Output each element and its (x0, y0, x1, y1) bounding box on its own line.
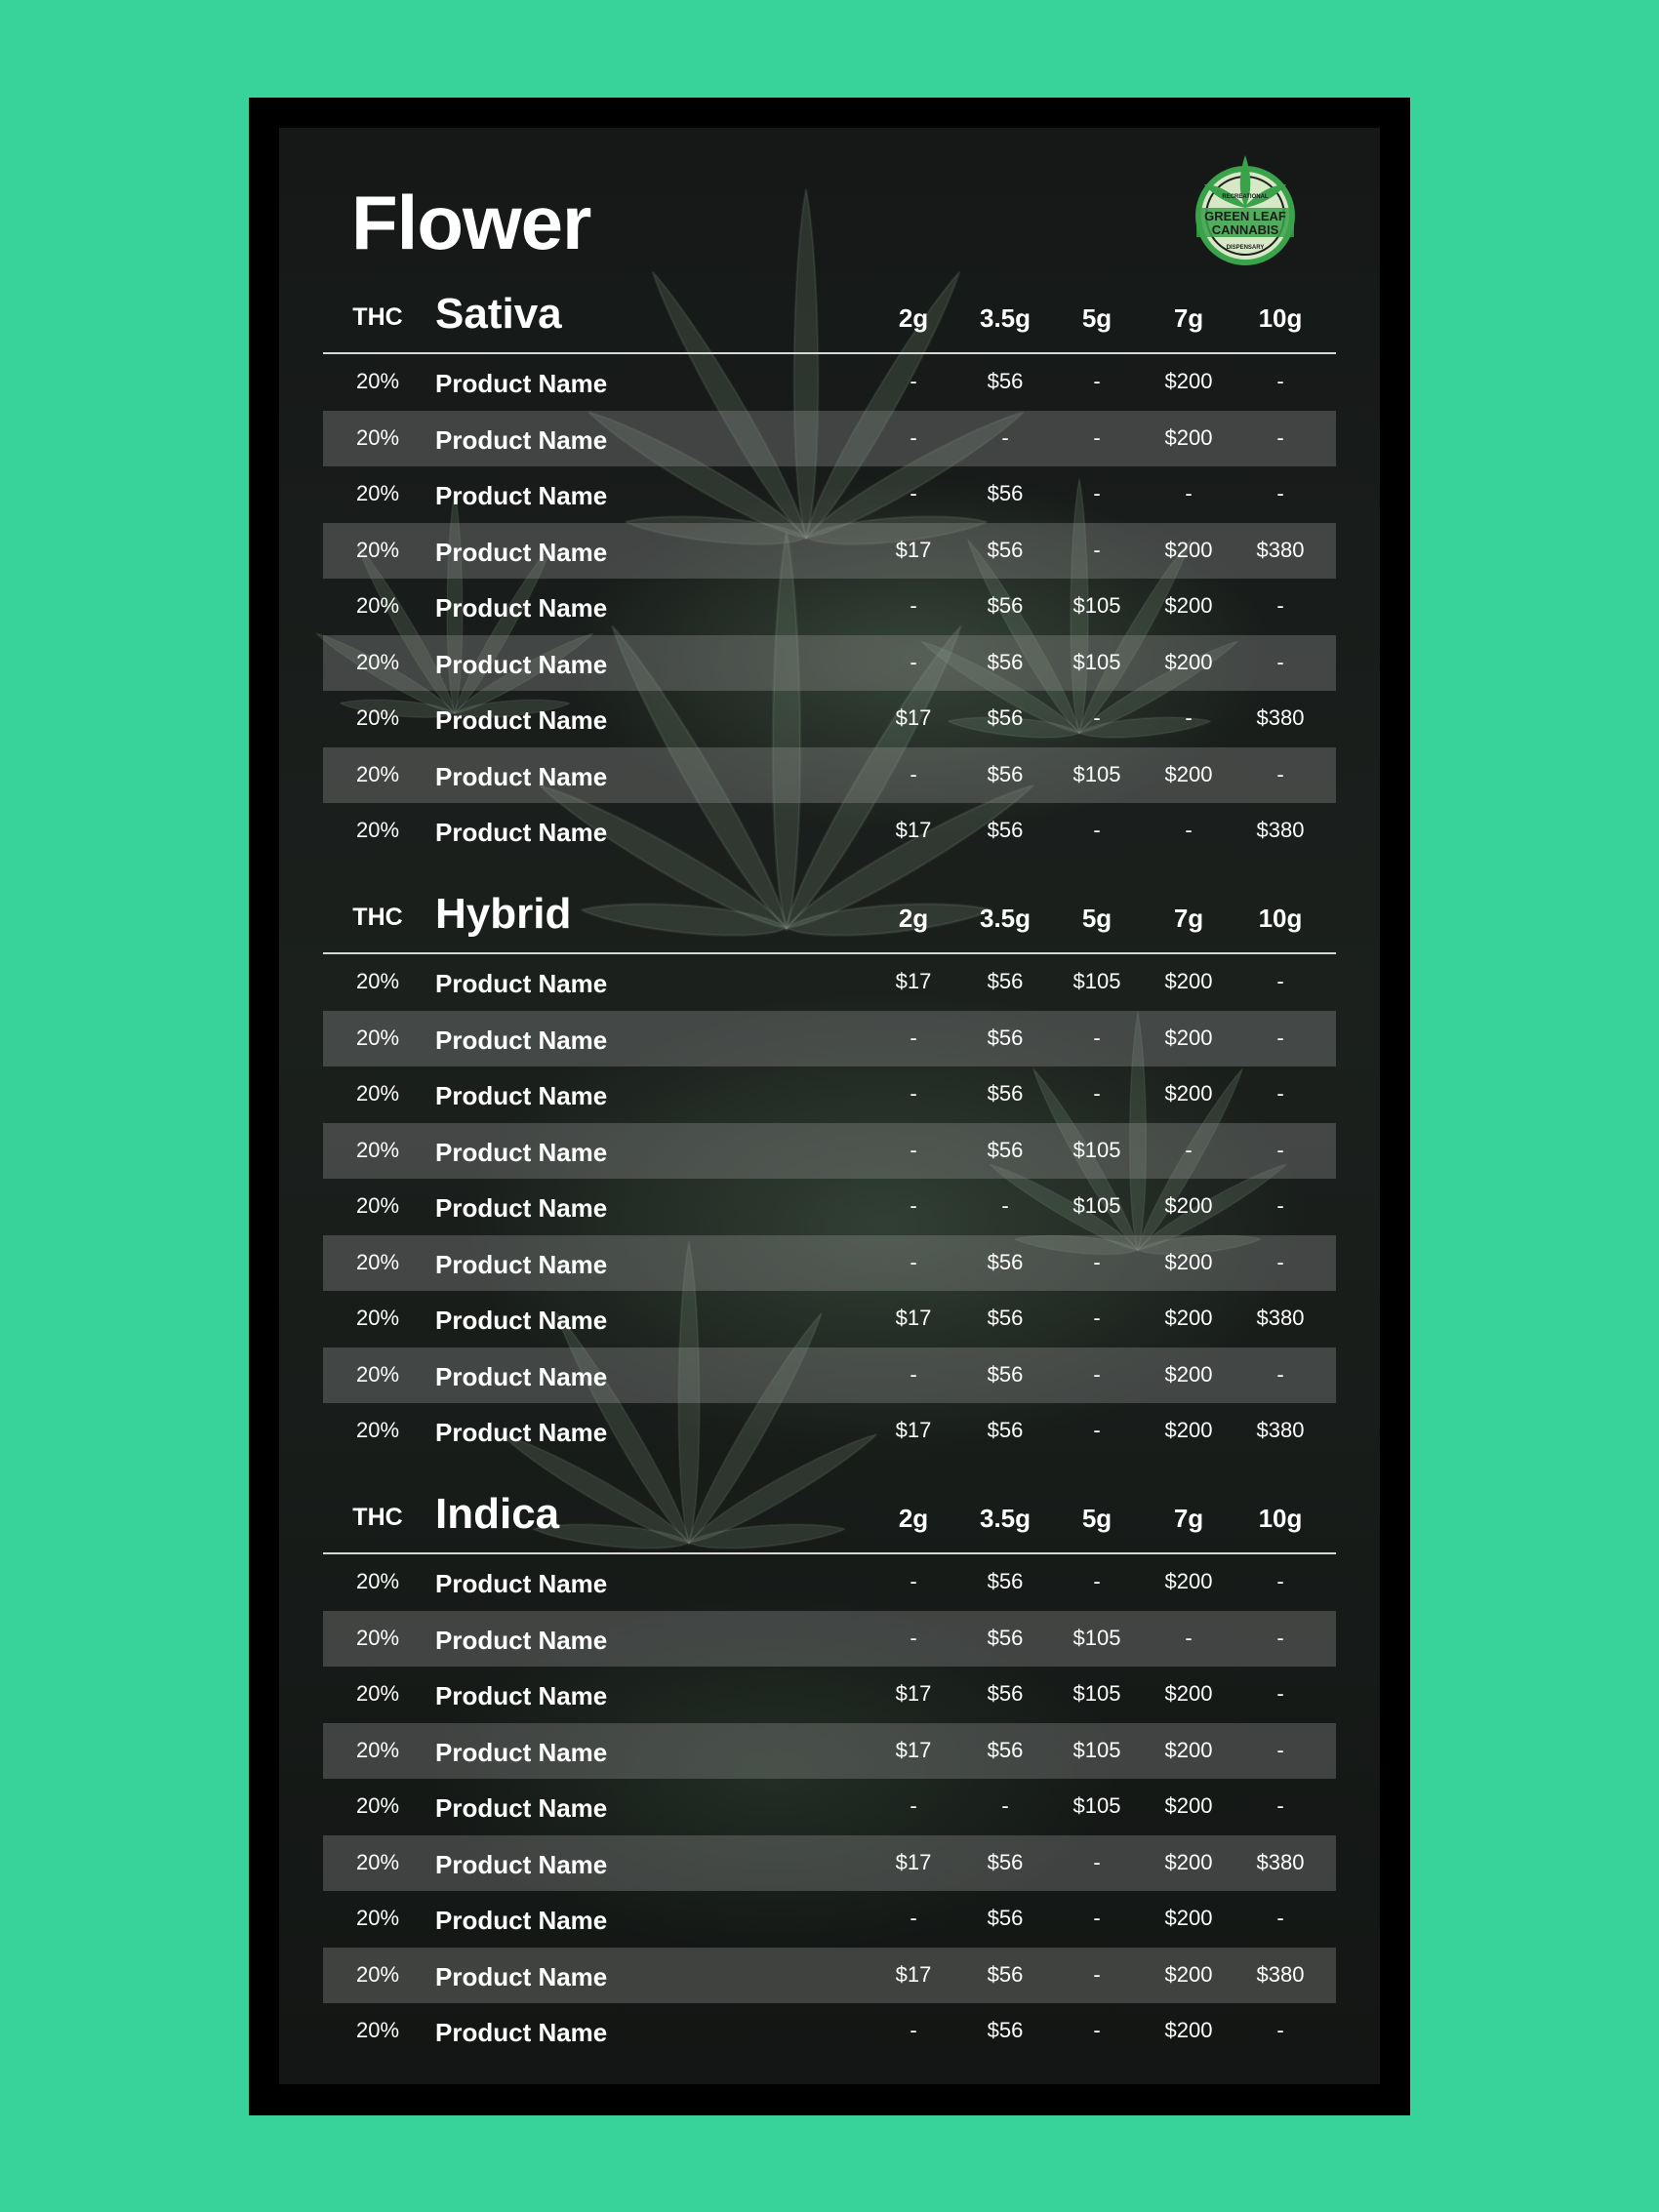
price-cell: - (1276, 1793, 1284, 1818)
product-name: Product Name (435, 1681, 608, 1710)
price-cell: $200 (1164, 537, 1213, 562)
price-cell: $200 (1164, 1249, 1213, 1274)
price-cell: - (910, 2018, 917, 2042)
product-row (323, 1011, 1336, 1067)
price-cell: $17 (895, 537, 932, 562)
weight-column-header: 5g (1081, 1504, 1113, 1533)
product-name: Product Name (435, 705, 608, 735)
price-cell: - (910, 481, 917, 505)
product-row (323, 1611, 1336, 1668)
thc-column-header: THC (352, 303, 403, 331)
thc-percentage: 20% (355, 593, 400, 618)
price-cell: $380 (1256, 818, 1305, 842)
product-name: Product Name (435, 1793, 608, 1823)
price-cell: - (1093, 424, 1101, 450)
price-cell: - (1093, 1849, 1101, 1874)
price-cell: $17 (895, 1849, 932, 1874)
product-row (323, 1347, 1336, 1404)
price-cell: - (1093, 1081, 1101, 1106)
price-cell: - (1276, 1906, 1284, 1930)
price-cell: - (1276, 481, 1284, 505)
price-cell: - (1093, 2018, 1101, 2042)
product-row (323, 411, 1336, 467)
price-cell: $17 (895, 818, 932, 842)
price-cell: $380 (1256, 1418, 1305, 1442)
price-cell: - (910, 1249, 917, 1274)
weight-column-header: 3.5g (979, 1504, 1032, 1533)
section-title: Sativa (435, 290, 562, 338)
price-cell: $105 (1072, 1625, 1121, 1650)
price-cell: $105 (1072, 1793, 1121, 1818)
price-cell: $105 (1072, 649, 1121, 674)
product-name: Product Name (435, 1849, 608, 1879)
logo-text-arc-top: RECREATIONAL (1222, 194, 1269, 200)
weight-column-header: 7g (1173, 904, 1204, 933)
price-cell: $200 (1164, 761, 1213, 786)
price-cell: $200 (1164, 1025, 1213, 1050)
product-row (323, 1235, 1336, 1292)
thc-percentage: 20% (355, 1569, 400, 1593)
product-name: Product Name (435, 1081, 608, 1110)
product-name: Product Name (435, 1249, 608, 1279)
product-name: Product Name (435, 1193, 608, 1223)
section-sativa (323, 282, 1336, 860)
green-leaf-cannabis-logo (1187, 151, 1304, 268)
weight-column-header: 5g (1081, 904, 1113, 933)
price-cell: $200 (1164, 1793, 1213, 1818)
product-name: Product Name (435, 969, 608, 998)
price-cell: $56 (987, 1961, 1024, 1987)
thc-percentage: 20% (355, 1681, 400, 1706)
logo-text-arc-bottom: DISPENSARY (1226, 245, 1265, 251)
logo-text-line1: GREEN LEAF (1204, 209, 1286, 223)
price-cell: $200 (1164, 1906, 1213, 1930)
price-cell: $105 (1072, 1737, 1121, 1762)
price-cell: $56 (987, 1569, 1024, 1593)
thc-percentage: 20% (355, 1137, 400, 1162)
price-cell: $56 (987, 1418, 1024, 1442)
weight-column-header: 3.5g (979, 303, 1032, 333)
section-header (323, 1482, 1336, 1554)
product-row (323, 1723, 1336, 1780)
weight-column-header: 10g (1258, 904, 1303, 933)
thc-percentage: 20% (355, 1193, 400, 1218)
price-cell: - (1001, 1193, 1009, 1218)
thc-percentage: 20% (355, 369, 400, 393)
price-cell: - (1276, 1681, 1284, 1706)
product-name: Product Name (435, 1906, 608, 1935)
price-cell: $105 (1072, 593, 1121, 618)
price-cell: $200 (1164, 593, 1213, 618)
weight-column-header: 10g (1258, 303, 1303, 333)
product-name: Product Name (435, 593, 608, 623)
product-row (323, 1123, 1336, 1180)
price-cell: $56 (987, 761, 1024, 786)
section-hybrid (323, 882, 1336, 1460)
price-cell: - (1276, 1137, 1284, 1162)
product-row (323, 1179, 1336, 1235)
price-cell: $56 (987, 1906, 1024, 1930)
price-cell: $380 (1256, 1306, 1305, 1330)
menu-board (279, 128, 1380, 2084)
price-cell: $56 (987, 1137, 1024, 1162)
thc-percentage: 20% (355, 537, 400, 562)
price-cell: - (1093, 1569, 1101, 1593)
section-header (323, 282, 1336, 354)
price-cell: - (1276, 1025, 1284, 1050)
section-indica (323, 1482, 1336, 2060)
section-header (323, 882, 1336, 954)
price-cell: - (1276, 969, 1284, 993)
price-cell: - (1276, 1081, 1284, 1106)
weight-column-header: 5g (1081, 303, 1113, 333)
product-name: Product Name (435, 2018, 608, 2047)
product-row (323, 635, 1336, 692)
thc-percentage: 20% (355, 818, 400, 842)
product-name: Product Name (435, 537, 608, 567)
price-cell: $56 (987, 705, 1024, 730)
price-cell: - (1093, 1306, 1101, 1330)
price-cell: - (1276, 1361, 1284, 1387)
thc-column-header: THC (352, 904, 403, 931)
weight-column-header: 2g (898, 904, 929, 933)
price-cell: - (1276, 2018, 1284, 2042)
price-cell: - (1276, 761, 1284, 786)
price-cell: $56 (987, 1625, 1024, 1650)
price-cell: $105 (1072, 761, 1121, 786)
price-cell: - (910, 424, 917, 450)
price-cell: - (910, 1569, 917, 1593)
section-title: Indica (435, 1490, 560, 1538)
page-title: Flower (351, 180, 591, 265)
price-cell: - (1276, 1625, 1284, 1650)
price-cell: - (910, 761, 917, 786)
price-cell: - (910, 369, 917, 393)
thc-percentage: 20% (355, 1361, 400, 1387)
product-name: Product Name (435, 369, 608, 398)
thc-percentage: 20% (355, 1849, 400, 1874)
price-cell: $380 (1256, 1961, 1305, 1987)
thc-percentage: 20% (355, 1737, 400, 1762)
product-name: Product Name (435, 761, 608, 791)
price-cell: $17 (895, 1737, 932, 1762)
price-cell: $200 (1164, 1681, 1213, 1706)
thc-percentage: 20% (355, 969, 400, 993)
price-cell: $56 (987, 369, 1024, 393)
price-cell: - (1093, 369, 1101, 393)
price-cell: - (910, 1193, 917, 1218)
product-name: Product Name (435, 1418, 608, 1447)
price-cell: $17 (895, 705, 932, 730)
price-cell: - (1276, 369, 1284, 393)
weight-column-header: 10g (1258, 1504, 1303, 1533)
price-cell: $200 (1164, 969, 1213, 993)
product-row (323, 1554, 1336, 1611)
thc-percentage: 20% (355, 1625, 400, 1650)
price-cell: $56 (987, 481, 1024, 505)
price-cell: $56 (987, 1361, 1024, 1387)
product-row (323, 1891, 1336, 1948)
thc-percentage: 20% (355, 761, 400, 786)
weight-column-header: 7g (1173, 303, 1204, 333)
price-cell: $200 (1164, 1737, 1213, 1762)
price-cell: $105 (1072, 1193, 1121, 1218)
price-cell: $56 (987, 1737, 1024, 1762)
price-cell: $200 (1164, 424, 1213, 450)
product-name: Product Name (435, 424, 608, 455)
price-cell: - (1185, 481, 1193, 505)
price-cell: $56 (987, 818, 1024, 842)
price-cell: - (1276, 649, 1284, 674)
product-row (323, 1948, 1336, 2004)
price-cell: $56 (987, 537, 1024, 562)
price-cell: $200 (1164, 1306, 1213, 1330)
price-cell: $200 (1164, 1081, 1213, 1106)
price-cell: - (1276, 593, 1284, 618)
thc-percentage: 20% (355, 649, 400, 674)
price-cell: - (1093, 1361, 1101, 1387)
logo-text-line2: CANNABIS (1211, 222, 1279, 237)
thc-percentage: 20% (355, 1249, 400, 1274)
product-name: Product Name (435, 481, 608, 510)
product-row (323, 354, 1336, 411)
price-cell: $105 (1072, 969, 1121, 993)
thc-percentage: 20% (355, 2018, 400, 2042)
price-cell: - (1276, 424, 1284, 450)
price-cell: $56 (987, 593, 1024, 618)
price-cell: $105 (1072, 1681, 1121, 1706)
price-cell: $17 (895, 1306, 932, 1330)
product-row (323, 466, 1336, 523)
price-cell: - (910, 1361, 917, 1387)
price-cell: $17 (895, 1961, 932, 1987)
price-cell: - (1185, 705, 1193, 730)
product-row (323, 954, 1336, 1011)
thc-percentage: 20% (355, 1961, 400, 1987)
price-cell: $105 (1072, 1137, 1121, 1162)
price-cell: - (1185, 818, 1193, 842)
product-row (323, 1667, 1336, 1723)
product-row (323, 579, 1336, 635)
price-cell: - (1276, 1249, 1284, 1274)
price-cell: $56 (987, 1249, 1024, 1274)
price-cell: $17 (895, 1418, 932, 1442)
thc-percentage: 20% (355, 424, 400, 450)
price-cell: $200 (1164, 1849, 1213, 1874)
product-name: Product Name (435, 1025, 608, 1055)
price-cell: $56 (987, 2018, 1024, 2042)
price-cell: $200 (1164, 1193, 1213, 1218)
price-cell: $380 (1256, 705, 1305, 730)
thc-percentage: 20% (355, 1306, 400, 1330)
product-name: Product Name (435, 818, 608, 847)
product-row (323, 1291, 1336, 1347)
product-name: Product Name (435, 1737, 608, 1767)
price-cell: - (910, 1793, 917, 1818)
price-cell: - (1093, 1025, 1101, 1050)
price-cell: $200 (1164, 1961, 1213, 1987)
price-cell: $56 (987, 649, 1024, 674)
price-cell: - (1185, 1625, 1193, 1650)
price-cell: - (910, 1025, 917, 1050)
price-cell: $56 (987, 1849, 1024, 1874)
price-cell: - (1093, 537, 1101, 562)
price-cell: $56 (987, 1306, 1024, 1330)
price-cell: $56 (987, 1681, 1024, 1706)
thc-percentage: 20% (355, 481, 400, 505)
price-cell: - (1093, 481, 1101, 505)
price-cell: - (910, 649, 917, 674)
price-cell: - (1276, 1569, 1284, 1593)
thc-percentage: 20% (355, 1081, 400, 1106)
price-cell: - (910, 593, 917, 618)
price-cell: $17 (895, 969, 932, 993)
price-cell: $200 (1164, 1418, 1213, 1442)
product-row (323, 523, 1336, 580)
price-cell: - (1001, 424, 1009, 450)
price-cell: - (910, 1137, 917, 1162)
product-row (323, 691, 1336, 747)
product-row (323, 1403, 1336, 1460)
product-row (323, 2003, 1336, 2060)
product-name: Product Name (435, 1137, 608, 1167)
weight-column-header: 3.5g (979, 904, 1032, 933)
price-cell: $200 (1164, 2018, 1213, 2042)
product-row (323, 1835, 1336, 1892)
weight-column-header: 2g (898, 303, 929, 333)
price-cell: - (1276, 1737, 1284, 1762)
price-cell: $200 (1164, 1361, 1213, 1387)
price-cell: - (1001, 1793, 1009, 1818)
price-cell: $380 (1256, 537, 1305, 562)
price-cell: $200 (1164, 1569, 1213, 1593)
price-cell: - (1093, 1906, 1101, 1930)
product-name: Product Name (435, 1961, 608, 1991)
price-cell: - (1093, 1249, 1101, 1274)
product-row (323, 1779, 1336, 1835)
price-cell: - (1093, 1418, 1101, 1442)
price-cell: - (1185, 1137, 1193, 1162)
product-row (323, 1066, 1336, 1123)
price-cell: $380 (1256, 1849, 1305, 1874)
thc-percentage: 20% (355, 1025, 400, 1050)
product-name: Product Name (435, 1569, 608, 1598)
price-cell: $17 (895, 1681, 932, 1706)
product-name: Product Name (435, 1306, 608, 1335)
product-name: Product Name (435, 649, 608, 679)
price-cell: - (910, 1625, 917, 1650)
thc-percentage: 20% (355, 1906, 400, 1930)
weight-column-header: 2g (898, 1504, 929, 1533)
price-cell: $56 (987, 1025, 1024, 1050)
product-name: Product Name (435, 1625, 608, 1655)
price-cell: $200 (1164, 369, 1213, 393)
product-row (323, 803, 1336, 860)
section-title: Hybrid (435, 890, 572, 938)
price-cell: - (1093, 705, 1101, 730)
price-cell: $200 (1164, 649, 1213, 674)
thc-percentage: 20% (355, 1793, 400, 1818)
weight-column-header: 7g (1173, 1504, 1204, 1533)
thc-percentage: 20% (355, 705, 400, 730)
price-cell: $56 (987, 1081, 1024, 1106)
product-row (323, 747, 1336, 804)
product-name: Product Name (435, 1361, 608, 1391)
price-cell: - (910, 1906, 917, 1930)
price-cell: $56 (987, 969, 1024, 993)
thc-column-header: THC (352, 1504, 403, 1531)
thc-percentage: 20% (355, 1418, 400, 1442)
price-cell: - (1093, 1961, 1101, 1987)
price-cell: - (910, 1081, 917, 1106)
price-cell: - (1093, 818, 1101, 842)
price-cell: - (1276, 1193, 1284, 1218)
